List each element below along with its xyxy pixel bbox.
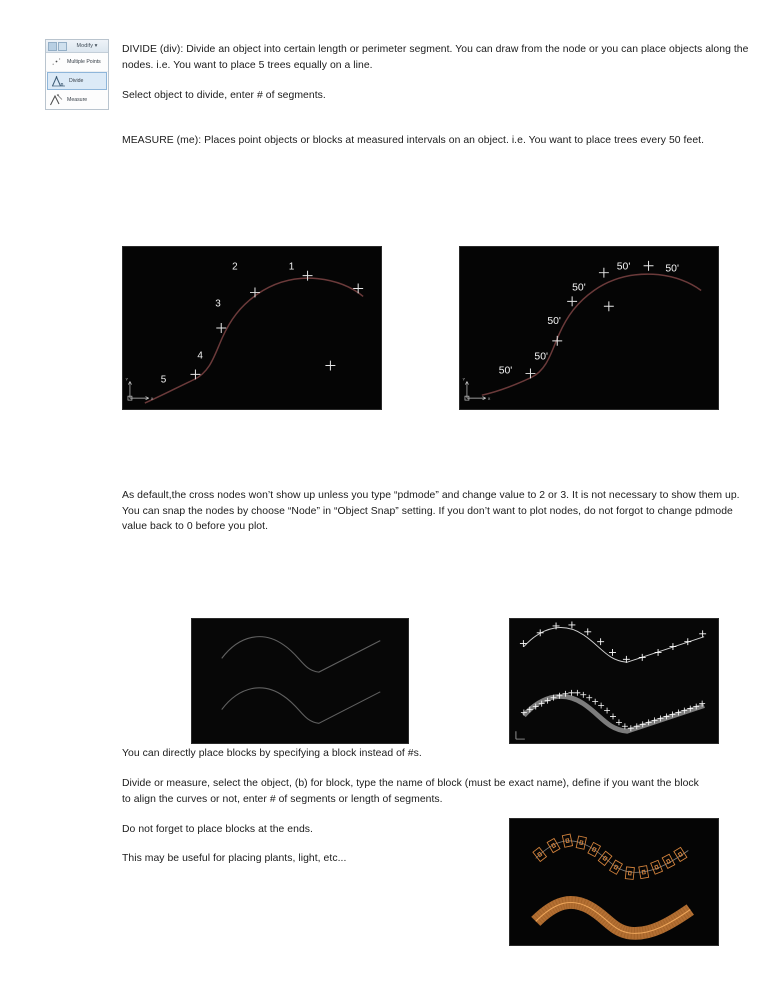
toolbar-item-measure[interactable] xyxy=(46,90,108,109)
ucs-y-label: Y xyxy=(462,376,466,382)
chevron-down-icon[interactable]: ▾ xyxy=(94,43,98,49)
toolbar-item-label: Measure xyxy=(67,96,88,103)
divide-node-label: 4 xyxy=(197,350,203,362)
paragraph-pdmode-note: As default,the cross nodes won’t show up unless you type “pdmode” and change value to 2 or 3. It is not necessary to show them up. You can snap the nodes by choose “Node” in “Object Snap” setting. If you don’t want to plot nodes, do not forgot to change pdmode value back to 0 before you plot. xyxy=(122,490,740,532)
measure-interval-label: 50' xyxy=(534,351,548,363)
multiple-points-icon xyxy=(49,55,64,69)
ucs-x-label: X xyxy=(150,396,154,402)
paragraph-measure-definition: MEASURE (me): Places point objects or blocks at measured intervals on an object. i.e. You want to place trees every 50 feet. xyxy=(122,135,705,146)
divide-node-label: 5 xyxy=(160,374,167,386)
paragraph-blocks-useful: This may be useful for placing plants, light, etc... xyxy=(122,853,347,864)
svg-text:n: n xyxy=(60,82,64,88)
measure-interval-label: 50' xyxy=(547,316,561,328)
measure-interval-label: 50' xyxy=(572,282,586,294)
toolbar-item-label: Multiple Points xyxy=(67,59,101,65)
measure-interval-label: 50' xyxy=(498,365,513,377)
measure-interval-label: 50' xyxy=(665,263,679,275)
paragraph-blocks-steps: Divide or measure, select the object, (b) for block, type the name of block (must be exact name), define if you want the block to align the curves or not, enter # of segments or length of segments. xyxy=(122,778,699,805)
plain-curves-screenshot xyxy=(191,618,409,744)
divide-node-label: 3 xyxy=(215,298,221,310)
paragraph-divide-steps: Select object to divide, enter # of segments. xyxy=(122,90,326,101)
toolbar-header[interactable] xyxy=(46,40,108,53)
modify-flyout-toolbar[interactable] xyxy=(45,39,109,110)
toolbar-item-multiple-points[interactable] xyxy=(46,53,108,72)
ucs-x-label: X xyxy=(487,396,491,402)
toolbar-grip-secondary-icon[interactable] xyxy=(58,42,67,51)
toolbar-item-divide[interactable] xyxy=(47,72,107,90)
noded-curves-screenshot xyxy=(509,618,719,744)
block-placement-screenshot xyxy=(509,818,719,946)
ucs-y-label: Y xyxy=(125,376,129,382)
paragraph-blocks-intro: You can directly place blocks by specifying a block instead of #s. xyxy=(122,748,422,759)
divide-example-screenshot xyxy=(122,246,382,410)
divide-node-label: 1 xyxy=(288,261,295,273)
toolbar-item-label: Divide xyxy=(69,78,84,84)
measure-icon xyxy=(49,93,64,107)
measure-example-screenshot xyxy=(459,246,719,410)
paragraph-divide-definition: DIVIDE (div): Divide an object into certain length or perimeter segment. You can draw from the node or you can place objects along the nodes. i.e. You want to place 5 trees equally on a line. xyxy=(122,44,749,71)
divide-icon xyxy=(51,74,66,88)
paragraph-blocks-ends: Do not forget to place blocks at the ends. xyxy=(122,824,313,835)
divide-node-label: 2 xyxy=(232,261,238,273)
toolbar-grip-icon[interactable] xyxy=(48,42,57,51)
toolbar-title: Modify xyxy=(76,43,94,49)
measure-interval-label: 50' xyxy=(616,261,631,273)
